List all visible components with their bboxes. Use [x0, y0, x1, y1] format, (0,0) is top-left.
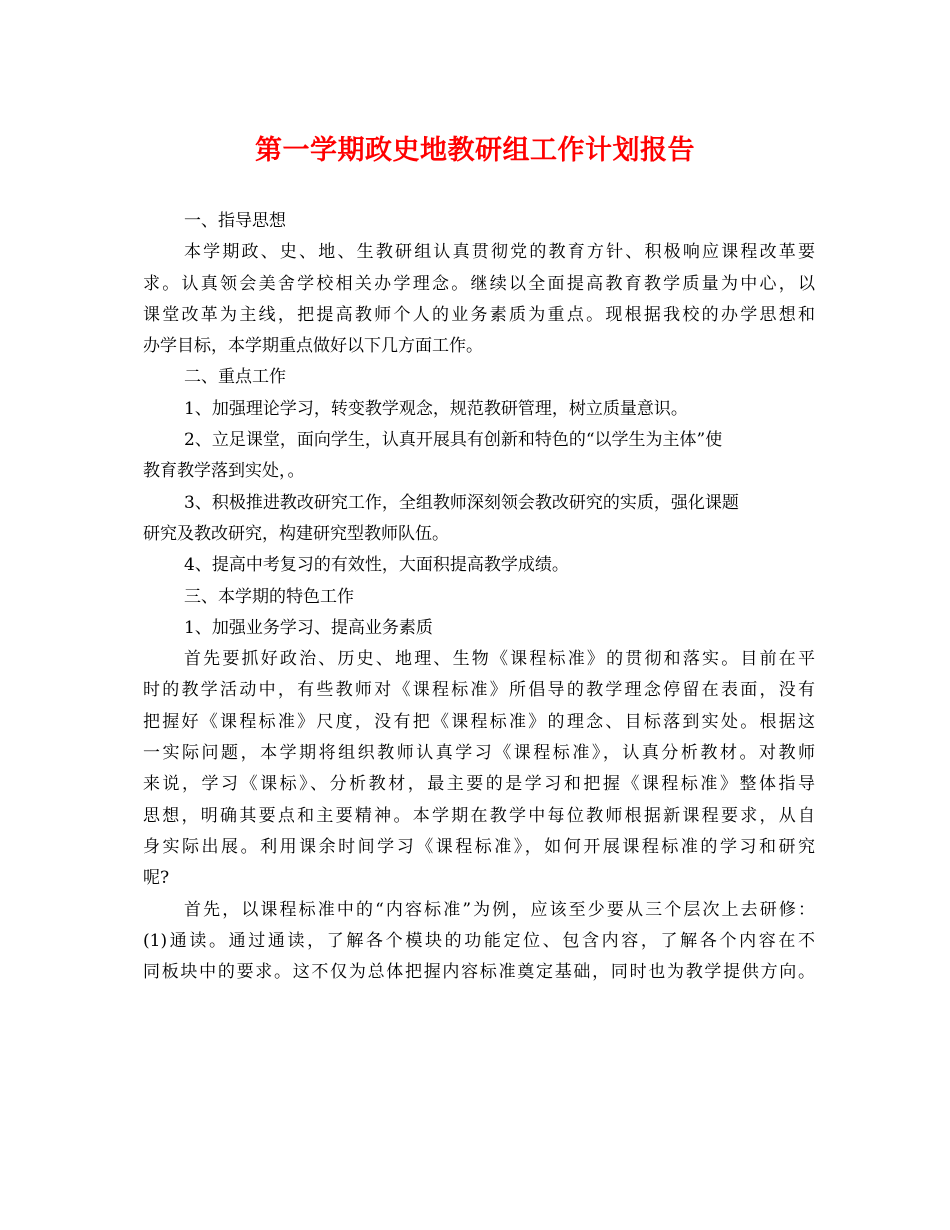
list-item-4: 4、提高中考复习的有效性，大面积提高教学成绩。 [184, 555, 569, 576]
paragraph-line: 课堂改革为主线，把提高教师个人的业务素质为重点。现根据我校的办学思想和 [143, 304, 815, 325]
subheading-business-study: 1、加强业务学习、提高业务素质 [184, 617, 433, 638]
paragraph-line: 身实际出展。利用课余时间学习《课程标准》，如何开展课程标准的学习和研究 [143, 836, 815, 857]
paragraph-line: 研究及教改研究，构建研究型教师队伍。 [143, 523, 449, 544]
heading-guiding-ideology: 一、指导思想 [184, 211, 286, 231]
paragraph-line: 来说，学习《课标》、分析教材，最主要的是学习和把握《课程标准》整体指导 [143, 774, 815, 795]
paragraph-line: 首先，以课程标准中的“内容标准”为例，应该至少要从三个层次上去研修： [184, 899, 815, 920]
list-item-3: 3、积极推进教改研究工作，全组教师深刻领会教改研究的实质，强化课题 [184, 492, 739, 513]
paragraph-line: 一实际问题，本学期将组织教师认真学习《课程标准》，认真分析教材。对教师 [143, 743, 815, 764]
document-title: 第一学期政史地教研组工作计划报告 [255, 135, 695, 166]
paragraph-line: (1)通读。通过通读，了解各个模块的功能定位、包含内容，了解各个内容在不 [143, 930, 815, 951]
paragraph-line: 把握好《课程标准》尺度，没有把《课程标准》的理念、目标落到实处。根据这 [143, 711, 815, 732]
paragraph-line: 本学期政、史、地、生教研组认真贯彻党的教育方针、积极响应课程改革要 [184, 242, 815, 263]
paragraph-line: 求。认真领会美舍学校相关办学理念。继续以全面提高教育教学质量为中心，以 [143, 273, 815, 294]
paragraph-line: 思想，明确其要点和主要精神。本学期在教学中每位教师根据新课程要求，从自 [143, 805, 815, 826]
paragraph-line: 办学目标，本学期重点做好以下几方面工作。 [143, 336, 483, 357]
paragraph-line: 同板块中的要求。这不仅为总体把握内容标准奠定基础，同时也为教学提供方向。 [143, 962, 815, 983]
heading-featured-work: 三、本学期的特色工作 [184, 586, 354, 607]
paragraph-line: 时的教学活动中，有些教师对《课程标准》所倡导的教学理念停留在表面，没有 [143, 680, 815, 701]
paragraph-line: 教育教学落到实处，。 [143, 461, 305, 482]
heading-key-work: 二、重点工作 [184, 367, 286, 388]
list-item-2: 2、立足课堂，面向学生，认真开展具有创新和特色的“以学生为主体”使 [184, 430, 723, 451]
document-body [143, 206, 815, 988]
paragraph-line: 呢? [143, 868, 170, 889]
paragraph-line: 首先要抓好政治、历史、地理、生物《课程标准》的贯彻和落实。目前在平 [184, 649, 815, 670]
list-item-1: 1、加强理论学习，转变教学观念，规范教研管理，树立质量意识。 [184, 398, 688, 419]
